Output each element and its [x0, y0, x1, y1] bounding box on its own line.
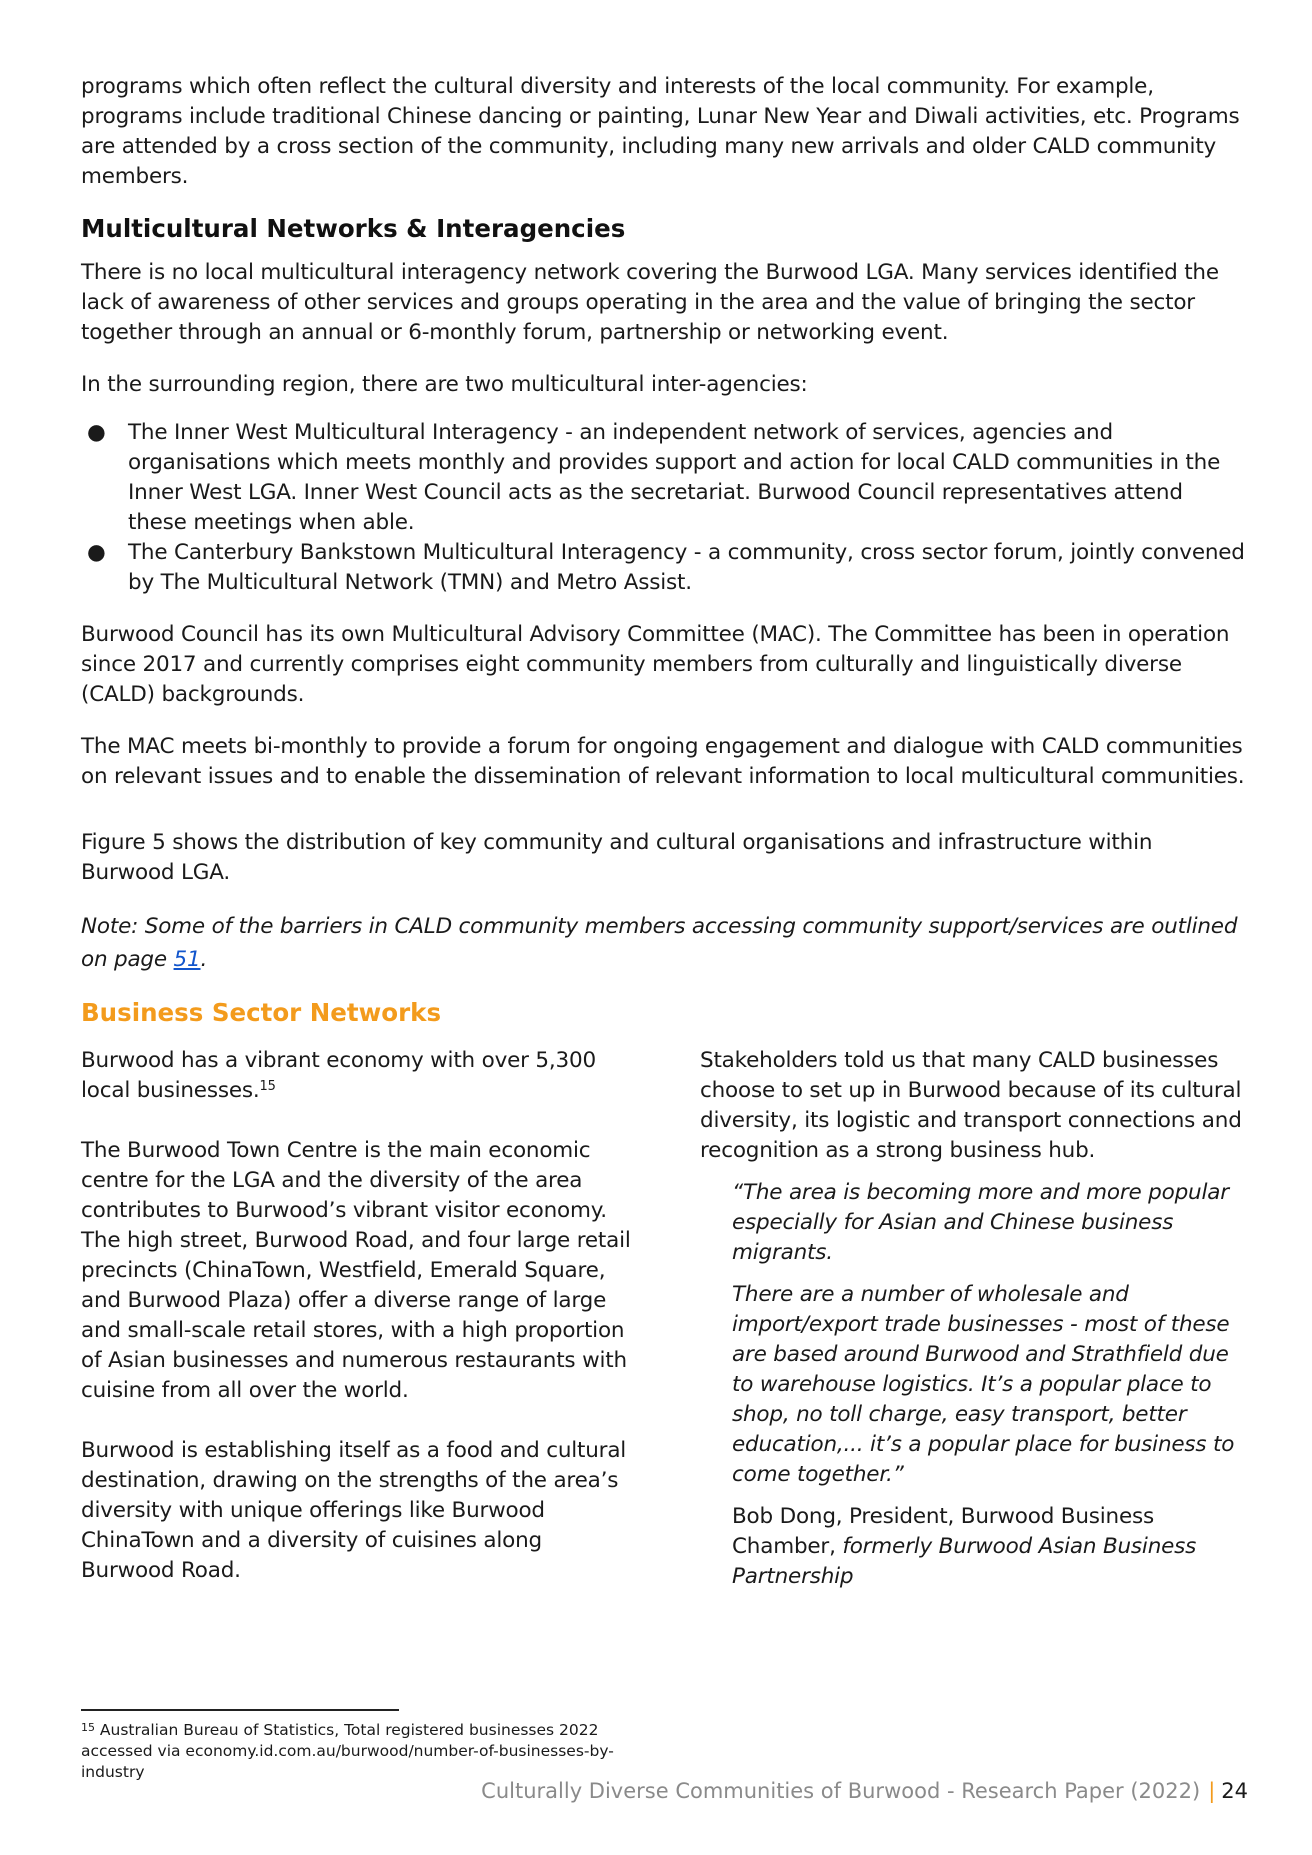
attribution-name: Bob Dong, President, Burwood Business Chamber,: [732, 1504, 1154, 1559]
networks-paragraph-1: There is no local multicultural interagency network covering the Burwood LGA. Many services identified the lack of awareness of other services and groups operating in the area and the value of bringing the sector together through an annual or 6-monthly forum, partnership or networking event.: [81, 260, 1219, 345]
footer-title: Culturally Diverse Communities of Burwood - Research Paper (2022): [481, 1779, 1201, 1803]
business-right-column: [700, 1046, 1246, 1622]
business-left-column: [81, 1046, 641, 1616]
networks-paragraph-2: In the surrounding region, there are two multicultural inter-agencies:: [81, 372, 808, 397]
list-item-text: The Canterbury Bankstown Multicultural Interagency - a community, cross sector forum, jointly convened by The Multicultural Network (TMN) and Metro Assist.: [128, 540, 1245, 595]
list-item: [81, 538, 1246, 598]
business-right-paragraph-1: Stakeholders told us that many CALD businesses choose to set up in Burwood because of its cultural diversity, its logistic and transport connections and recognition as a strong business hub.: [700, 1048, 1242, 1163]
page-footer: [481, 1776, 1248, 1806]
bullet-icon: ●: [87, 420, 106, 445]
business-left-text-1: Burwood has a vibrant economy with over 5,300 local businesses.: [81, 1048, 596, 1103]
list-item: [81, 418, 1246, 538]
page-body: [81, 72, 1246, 1746]
business-columns: [81, 1046, 1246, 1746]
interagency-list: [81, 418, 1246, 598]
note-paragraph: [81, 910, 1246, 976]
note-text: Note: Some of the barriers in CALD community members accessing community support/services are outlined on page: [81, 914, 1238, 972]
page-link[interactable]: 51: [173, 947, 201, 972]
networks-heading: Multicultural Networks & Interagencies: [81, 214, 626, 243]
networks-paragraph-5: Figure 5 shows the distribution of key community and cultural organisations and infrastructure within Burwood LGA.: [81, 830, 1153, 885]
business-left-paragraph-2: The Burwood Town Centre is the main economic centre for the LGA and the diversity of the area contributes to Burwood’s vibrant visitor economy. The high street, Burwood Road, and four large retail precincts (ChinaTown, Westfield, Emerald Square, and Burwood Plaza) offer a diverse range of large and small-scale retail stores, with a high proportion of Asian businesses and numerous restaurants with cuisine from all over the world.: [81, 1138, 631, 1403]
intro-paragraph: programs which often reflect the cultural diversity and interests of the local community. For example, programs include traditional Chinese dancing or painting, Lunar New Year and Diwali activities, etc. Programs are attended by a cross section of the community, including many new arrivals and older CALD community members.: [81, 74, 1240, 189]
networks-paragraph-3: Burwood Council has its own Multicultural Advisory Committee (MAC). The Committee has been in operation since 2017 and currently comprises eight community members from culturally and linguistically diverse (CALD) backgrounds.: [81, 622, 1230, 707]
quote-paragraph-1: “The area is becoming more and more popular especially for Asian and Chinese business migrants.: [732, 1180, 1229, 1265]
stakeholder-quote: [732, 1178, 1246, 1490]
footnote: [81, 1720, 641, 1783]
footnote-number: 15: [81, 1721, 95, 1734]
footnote-text: Australian Bureau of Statistics, Total registered businesses 2022 accessed via economy.id.com.au/burwood/number-of-businesses-by-industry: [81, 1721, 614, 1781]
list-item-text: The Inner West Multicultural Interagency - an independent network of services, agencies and organisations which meets monthly and provides support and action for local CALD communities in the Inner West LGA. Inner West Council acts as the secretariat. Burwood Council representatives attend these meetings when able.: [128, 420, 1221, 535]
attribution-org: formerly Burwood Asian Business Partnership: [732, 1534, 1197, 1589]
footnote-ref: 15: [259, 1079, 276, 1094]
business-heading: Business Sector Networks: [81, 998, 442, 1027]
footer-separator: |: [1208, 1779, 1216, 1803]
footnote-divider: [81, 1709, 399, 1711]
note-suffix: .: [200, 947, 208, 972]
business-left-paragraph-1: [81, 1046, 641, 1106]
page-number: 24: [1221, 1779, 1248, 1803]
bullet-icon: ●: [87, 540, 106, 565]
quote-attribution: [732, 1502, 1246, 1592]
business-left-paragraph-3: Burwood is establishing itself as a food and cultural destination, drawing on the strengths of the area’s diversity with unique offerings like Burwood ChinaTown and a diversity of cuisines along Burwood Road.: [81, 1438, 627, 1583]
quote-paragraph-2: There are a number of wholesale and import/export trade businesses - most of these are based around Burwood and Strathfield due to warehouse logistics. It’s a popular place to shop, no toll charge, easy transport, better education,... it’s a popular place for business to come together.”: [732, 1282, 1235, 1487]
networks-paragraph-4: The MAC meets bi-monthly to provide a forum for ongoing engagement and dialogue with CALD communities on relevant issues and to enable the dissemination of relevant information to local multicultural communities.: [81, 734, 1245, 789]
